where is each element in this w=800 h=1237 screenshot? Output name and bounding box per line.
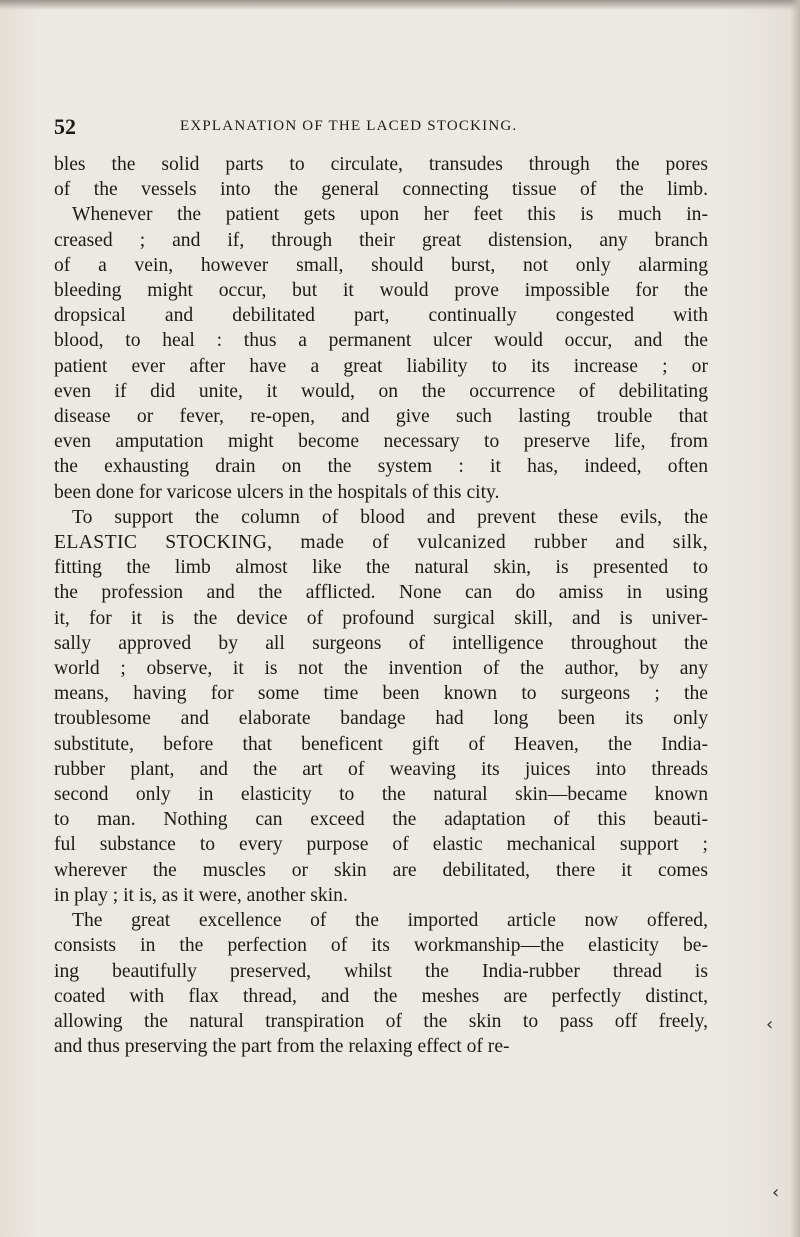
text-line: rubber plant, and the art of weaving its juices into threads (54, 758, 708, 780)
text-line: blood, to heal : thus a permanent ulcer would occur, and the (54, 330, 708, 352)
text-line: to man. Nothing can exceed the adaptation of this beauti- (54, 809, 708, 831)
page-top-edge (0, 0, 800, 10)
text-line: sally approved by all surgeons of intelligence throughout the (54, 632, 708, 654)
text-line: allowing the natural transpiration of the skin to pass off freely, (54, 1010, 708, 1032)
text-line: creased ; and if, through their great distension, any branch (54, 229, 708, 251)
text-line: in play ; it is, as it were, another skin. (54, 884, 348, 906)
margin-arrow-icon: ‹ (766, 1014, 774, 1035)
text-line: the profession and the afflicted. None can do amiss in using (54, 582, 708, 604)
text-line: bles the solid parts to circulate, transudes through the pores (54, 154, 708, 175)
text-line: disease or fever, re-open, and give such lasting trouble that (54, 406, 708, 428)
text-line: the exhausting drain on the system : it has, indeed, often (54, 456, 708, 478)
text-line: consists in the perfection of its workmanship—the elasticity be- (54, 935, 708, 957)
text-line: and thus preserving the part from the relaxing effect of re- (54, 1036, 510, 1058)
text-line: ing beautifully preserved, whilst the India-rubber thread is (54, 960, 708, 982)
text-line: means, having for some time been known to surgeons ; the (54, 683, 708, 705)
text-line: Whenever the patient gets upon her feet this is much in- (72, 204, 708, 226)
text-line: been done for varicose ulcers in the hospitals of this city. (54, 481, 500, 503)
text-line: ELASTIC STOCKING, made of vulcanized rubber and silk, (54, 532, 708, 554)
text-line: To support the column of blood and prevent these evils, the (72, 506, 708, 528)
page-right-edge (790, 0, 800, 1237)
page-header (54, 114, 740, 140)
text-line: coated with flax thread, and the meshes are perfectly distinct, (54, 985, 708, 1007)
text-line: of the vessels into the general connecting tissue of the limb. (54, 179, 708, 201)
text-line: it, for it is the device of profound surgical skill, and is univer- (54, 607, 708, 629)
text-line: even if did unite, it would, on the occurrence of debilitating (54, 380, 708, 402)
text-line: substitute, before that beneficent gift of Heaven, the India- (54, 733, 708, 755)
text-line: even amputation might become necessary to preserve life, from (54, 431, 708, 453)
text-line: troublesome and elaborate bandage had long been its only (54, 708, 708, 730)
text-line: fitting the limb almost like the natural skin, is presented to (54, 557, 708, 579)
text-line: patient ever after have a great liability to its increase ; or (54, 355, 708, 377)
text-line: ful substance to every purpose of elastic mechanical support ; (54, 834, 708, 856)
text-line: world ; observe, it is not the invention of the author, by any (54, 658, 708, 680)
text-line: second only in elasticity to the natural skin—became known (54, 784, 708, 806)
text-line: The great excellence of the imported article now offered, (72, 910, 708, 932)
text-line: of a vein, however small, should burst, not only alarming (54, 254, 708, 276)
text-line: bleeding might occur, but it would prove impossible for the (54, 280, 708, 302)
margin-arrow-icon: ‹ (772, 1182, 780, 1203)
text-line: dropsical and debilitated part, continually congested with (54, 305, 708, 327)
body-text (54, 152, 708, 1059)
page-number: 52 (54, 114, 76, 139)
running-head: EXPLANATION OF THE LACED STOCKING. (180, 118, 518, 134)
text-line: wherever the muscles or skin are debilitated, there it comes (54, 859, 708, 881)
